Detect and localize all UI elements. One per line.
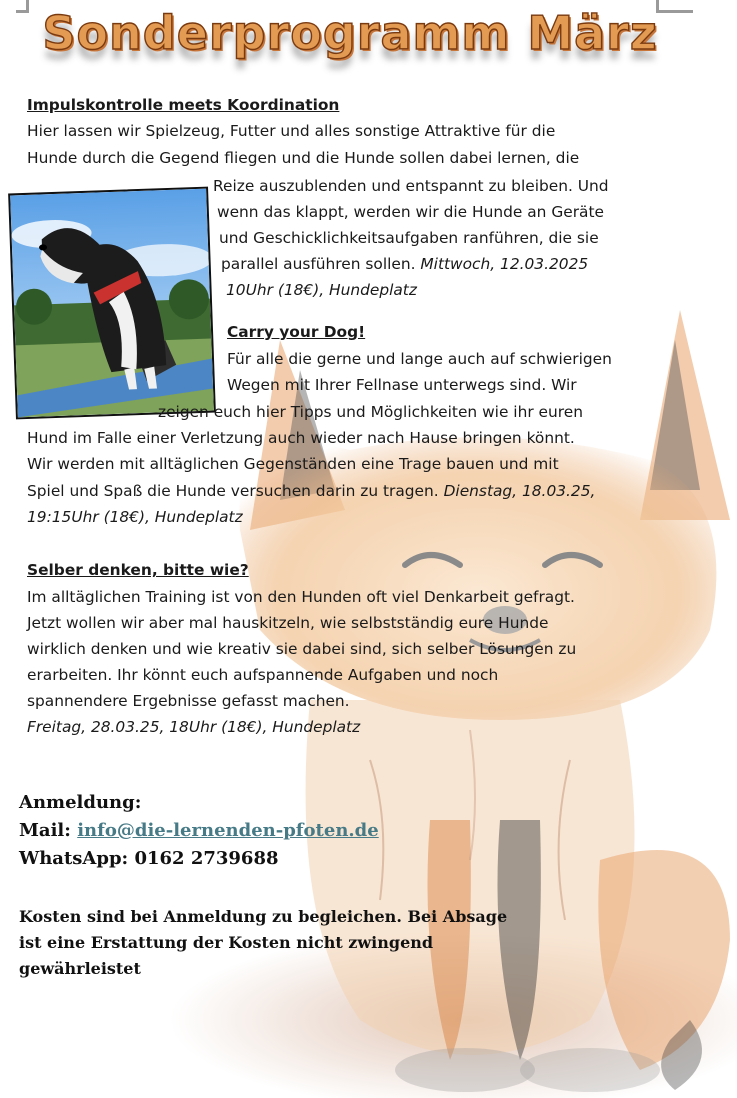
- costs-line: gewährleistet: [19, 959, 141, 978]
- section-heading-carry-your-dog: Carry your Dog!: [227, 323, 366, 341]
- section1-line: und Geschicklichkeitsaufgaben ranführen, die sie: [219, 229, 599, 247]
- dog-photo-image: [10, 189, 214, 418]
- section-heading-selber-denken: Selber denken, bitte wie?: [27, 561, 249, 579]
- section2-line: Wir werden mit alltäglichen Gegenständen eine Trage bauen und mit: [27, 455, 559, 473]
- section2-time-place: 19:15Uhr (18€), Hundeplatz: [27, 508, 243, 526]
- section2-date: Dienstag, 18.03.25,: [443, 482, 596, 500]
- section1-date: Mittwoch, 12.03.2025: [420, 255, 589, 273]
- section3-line: spannendere Ergebnisse gefasst machen.: [27, 692, 350, 710]
- section3-line: Im alltäglichen Training ist von den Hunden oft viel Denkarbeit gefragt.: [27, 588, 575, 606]
- section1-line: [221, 251, 588, 277]
- dog-photo: [8, 187, 216, 420]
- costs-line: Kosten sind bei Anmeldung zu begleichen. Bei Absage: [19, 907, 508, 926]
- section2-line: Wegen mit Ihrer Fellnase unterwegs sind. Wir: [227, 376, 577, 394]
- section2-line: Hund im Falle einer Verletzung auch wieder nach Hause bringen könnt.: [27, 429, 575, 447]
- section2-line: [27, 478, 595, 504]
- section3-line: erarbeiten. Ihr könnt euch aufspannende Aufgaben und noch: [27, 666, 499, 684]
- section1-line: Hunde durch die Gegend fliegen und die Hunde sollen dabei lernen, die: [27, 149, 580, 167]
- registration-heading: Anmeldung:: [19, 792, 142, 813]
- mail-link[interactable]: info@die-lernenden-pfoten.de: [77, 820, 379, 841]
- section-heading-impulskontrolle: Impulskontrolle meets Koordination: [27, 96, 340, 114]
- costs-line: ist eine Erstattung der Kosten nicht zwingend: [19, 933, 434, 952]
- mail-label: Mail:: [19, 820, 71, 841]
- section2-line-text: Spiel und Spaß die Hunde versuchen darin zu tragen.: [27, 482, 439, 500]
- section2-line: Für alle die gerne und lange auch auf schwierigen: [227, 350, 612, 368]
- section2-line: zeigen euch hier Tipps und Möglichkeiten wie ihr euren: [158, 403, 583, 421]
- page-title: Sonderprogramm März: [42, 6, 658, 60]
- section1-line: wenn das klappt, werden wir die Hunde an Geräte: [217, 203, 604, 221]
- mail-row: [19, 817, 379, 845]
- whatsapp-number: WhatsApp: 0162 2739688: [19, 848, 279, 869]
- section3-line: wirklich denken und wie kreativ sie dabei sind, sich selber Lösungen zu: [27, 640, 577, 658]
- section3-date: Freitag, 28.03.25, 18Uhr (18€), Hundeplatz: [27, 718, 361, 736]
- section1-line: Reize auszublenden und entspannt zu bleiben. Und: [213, 177, 609, 195]
- section1-line-text: parallel ausführen sollen.: [221, 255, 416, 273]
- section1-line: Hier lassen wir Spielzeug, Futter und alles sonstige Attraktive für die: [27, 122, 556, 140]
- section3-line: Jetzt wollen wir aber mal hauskitzeln, wie selbstständig eure Hunde: [27, 614, 549, 632]
- section1-time-place: 10Uhr (18€), Hundeplatz: [226, 281, 417, 299]
